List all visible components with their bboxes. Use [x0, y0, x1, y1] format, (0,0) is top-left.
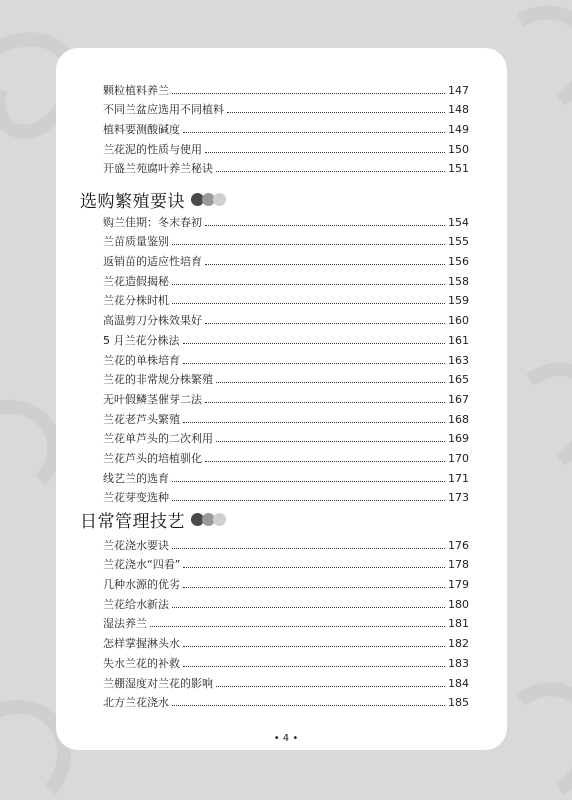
dot-leader — [216, 685, 445, 687]
toc-entry-title: 兰花分株时机 — [103, 294, 169, 308]
dot-leader — [172, 480, 445, 482]
toc-entry[interactable] — [103, 248, 469, 268]
toc-entry-title: 兰花造假揭秘 — [103, 274, 169, 288]
toc-entry-title: 失水兰花的补救 — [103, 656, 180, 670]
toc-entry-title: 返销苗的适应性培育 — [103, 255, 202, 269]
dot-leader — [172, 704, 445, 706]
toc-entry-page: 180 — [448, 597, 469, 611]
toc-entry-title: 颗粒植料养兰 — [103, 83, 169, 97]
toc-entry-page: 156 — [448, 255, 469, 269]
toc-entry-title: 兰花泥的性质与使用 — [103, 142, 202, 156]
toc-entry[interactable] — [103, 116, 469, 136]
toc-entry[interactable] — [103, 386, 469, 406]
toc-entry[interactable] — [103, 690, 469, 710]
toc-entry-title: 几种水源的优劣 — [103, 578, 180, 592]
toc-entry-title: 北方兰花浇水 — [103, 696, 169, 710]
toc-list-daily-management — [103, 532, 469, 709]
toc-entry-title: 兰花浇水要诀 — [103, 538, 169, 552]
toc-list-purchase-propagation — [103, 209, 469, 504]
toc-entry-page: 178 — [448, 558, 469, 572]
toc-entry-title: 无叶假鳞茎催芽二法 — [103, 392, 202, 406]
dot-leader — [183, 645, 445, 647]
section-title: 日常管理技艺 — [80, 512, 185, 532]
toc-entry-title: 兰苗质量鉴别 — [103, 235, 169, 249]
dot-leader — [172, 243, 445, 245]
toc-entry-page: 149 — [448, 123, 469, 137]
toc-entry-title: 植料要测酸碱度 — [103, 123, 180, 137]
toc-entry[interactable] — [103, 268, 469, 288]
dot-leader — [183, 421, 445, 423]
toc-entry-page: 165 — [448, 373, 469, 387]
toc-entry-title: 怎样掌握淋头水 — [103, 637, 180, 651]
toc-entry[interactable] — [103, 591, 469, 611]
dot-leader — [172, 606, 445, 608]
dot-leader — [172, 499, 445, 501]
toc-entry-title: 兰花浇水“四看” — [103, 558, 181, 572]
toc-entry-title: 兰棚湿度对兰花的影响 — [103, 676, 213, 690]
dot-leader — [205, 151, 445, 153]
toc-list-continued — [103, 77, 469, 175]
toc-entry-page: 181 — [448, 617, 469, 631]
dot-leader — [172, 302, 445, 304]
toc-entry-page: 158 — [448, 274, 469, 288]
dot-leader — [172, 283, 445, 285]
dot-leader — [205, 460, 445, 462]
toc-entry-page: 184 — [448, 676, 469, 690]
toc-entry[interactable] — [103, 97, 469, 117]
toc-entry-title: 线艺兰的选育 — [103, 471, 169, 485]
toc-entry-page: 173 — [448, 491, 469, 505]
dot-leader — [216, 440, 445, 442]
dot-leader — [205, 224, 445, 226]
toc-entry-page: 185 — [448, 696, 469, 710]
dot-leader — [183, 362, 445, 364]
toc-entry[interactable] — [103, 670, 469, 690]
dot-leader — [205, 263, 445, 265]
toc-entry-page: 150 — [448, 142, 469, 156]
toc-entry[interactable] — [103, 611, 469, 631]
toc-entry-page: 167 — [448, 392, 469, 406]
toc-entry-title: 兰花的单株培育 — [103, 353, 180, 367]
toc-entry-title: 开盛兰苑腐叶养兰秘诀 — [103, 162, 213, 176]
toc-entry-page: 161 — [448, 333, 469, 347]
toc-entry-page: 155 — [448, 235, 469, 249]
toc-entry[interactable] — [103, 445, 469, 465]
toc-entry-title: 兰花芽变选种 — [103, 491, 169, 505]
toc-entry-page: 154 — [448, 215, 469, 229]
dot-leader — [216, 381, 445, 383]
dot-leader — [216, 170, 445, 172]
toc-entry-page: 160 — [448, 314, 469, 328]
toc-entry[interactable] — [103, 288, 469, 308]
section-heading-daily-management — [80, 507, 226, 532]
toc-entry-page: 179 — [448, 578, 469, 592]
toc-entry[interactable] — [103, 426, 469, 446]
toc-entry[interactable] — [103, 77, 469, 97]
toc-entry-page: 148 — [448, 103, 469, 117]
toc-entry-page: 170 — [448, 451, 469, 465]
dot-leader — [183, 131, 445, 133]
toc-entry[interactable] — [103, 327, 469, 347]
page-number: • 4 • — [273, 733, 299, 744]
toc-entry-page: 169 — [448, 432, 469, 446]
toc-entry[interactable] — [103, 229, 469, 249]
toc-entry[interactable] — [103, 552, 469, 572]
toc-entry[interactable] — [103, 485, 469, 505]
toc-entry-page: 151 — [448, 162, 469, 176]
toc-entry-title: 湿法养兰 — [103, 617, 147, 631]
dot-leader — [183, 342, 446, 344]
toc-entry[interactable] — [103, 406, 469, 426]
toc-entry-title: 兰花的非常规分株繁殖 — [103, 373, 213, 387]
toc-entry-page: 182 — [448, 637, 469, 651]
toc-entry-page: 168 — [448, 412, 469, 426]
toc-entry[interactable] — [103, 630, 469, 650]
toc-entry[interactable] — [103, 307, 469, 327]
toc-entry[interactable] — [103, 156, 469, 176]
toc-entry-title: 兰花芦头的培植驯化 — [103, 451, 202, 465]
dot-leader — [150, 625, 445, 627]
dot-leader — [227, 111, 445, 113]
toc-entry-page: 183 — [448, 656, 469, 670]
dot-leader — [172, 547, 445, 549]
toc-entry-title: 高温剪刀分株效果好 — [103, 314, 202, 328]
toc-entry[interactable] — [103, 465, 469, 485]
dot-leader — [183, 665, 445, 667]
section-dots-icon — [191, 193, 226, 206]
dot-leader — [205, 401, 445, 403]
toc-entry[interactable] — [103, 136, 469, 156]
toc-entry-title: 5 月兰花分株法 — [103, 333, 180, 347]
toc-entry-page: 176 — [448, 538, 469, 552]
dot-leader — [172, 92, 445, 94]
toc-entry[interactable] — [103, 650, 469, 670]
toc-entry[interactable] — [103, 571, 469, 591]
toc-entry-title: 兰花单芦头的二次利用 — [103, 432, 213, 446]
dot-leader — [183, 566, 445, 568]
toc-entry-title: 兰花老芦头繁殖 — [103, 412, 180, 426]
toc-entry[interactable] — [103, 209, 469, 229]
toc-entry-page: 171 — [448, 471, 469, 485]
section-dots-icon — [191, 513, 226, 526]
toc-entry[interactable] — [103, 532, 469, 552]
dot-leader — [205, 322, 445, 324]
toc-entry-page: 147 — [448, 83, 469, 97]
toc-entry-page: 159 — [448, 294, 469, 308]
toc-entry[interactable] — [103, 347, 469, 367]
toc-entry-page: 163 — [448, 353, 469, 367]
toc-entry[interactable] — [103, 367, 469, 387]
toc-entry-title: 不同兰盆应选用不同植料 — [103, 103, 224, 117]
dot-leader — [183, 586, 445, 588]
toc-entry-title: 购兰佳期：冬末春初 — [103, 215, 202, 229]
section-title: 选购繁殖要诀 — [80, 192, 185, 212]
toc-entry-title: 兰花给水新法 — [103, 597, 169, 611]
